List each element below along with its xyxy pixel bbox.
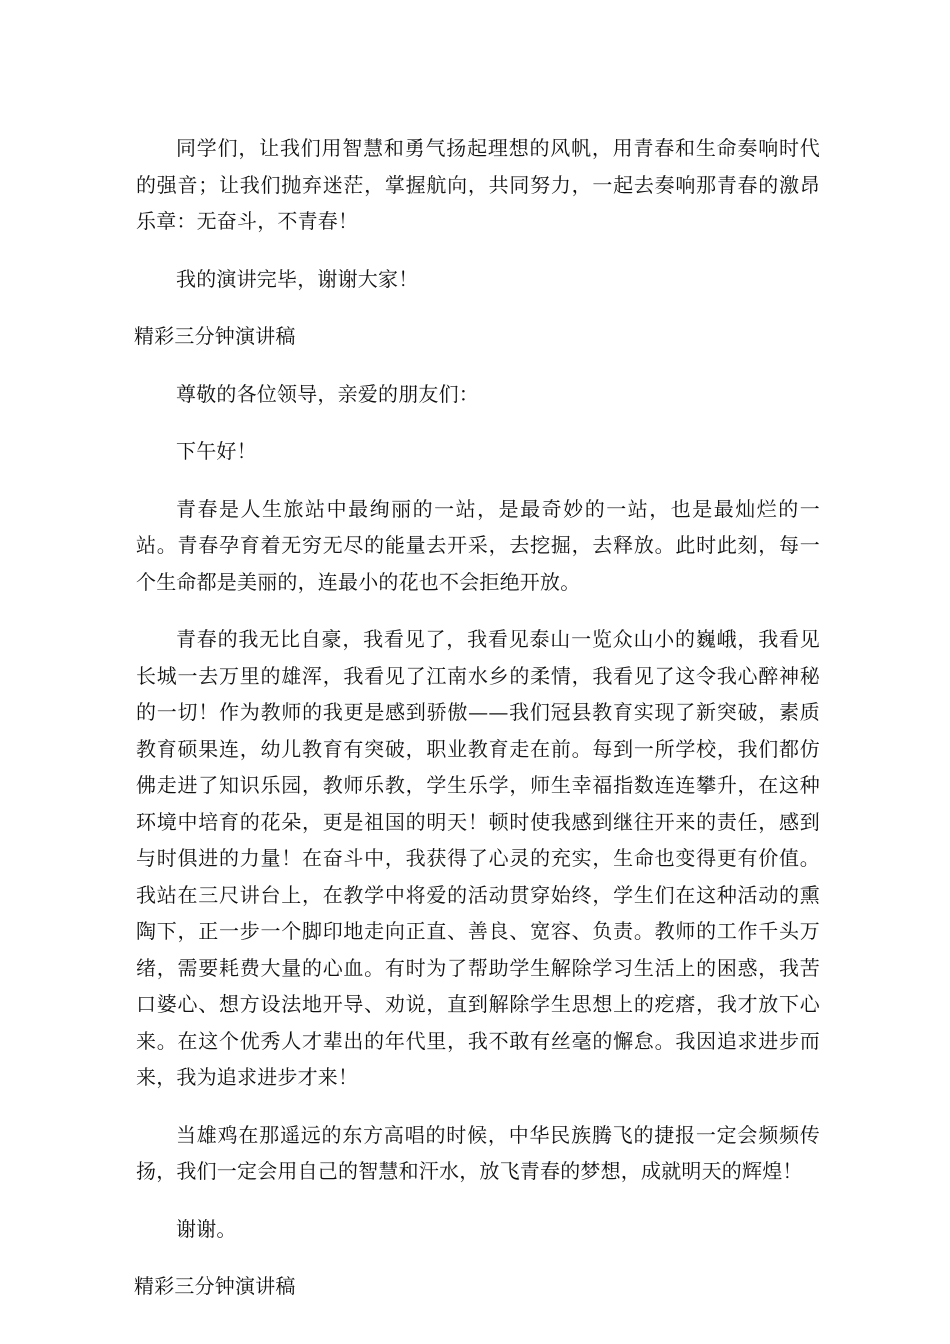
section-heading: 精彩三分钟演讲稿 xyxy=(134,1274,296,1298)
body-paragraph: 青春是人生旅站中最绚丽的一站，是最奇妙的一站，也是最灿烂的一站。青春孕育着无穷无尽的能量去开采，去挖掘，去释放。此时此刻，每一个生命都是美丽的，连最小的花也不会拒绝开放。 xyxy=(136,496,820,594)
section-heading: 精彩三分钟演讲稿 xyxy=(134,324,296,348)
speech-end-line: 我的演讲完毕，谢谢大家！ xyxy=(176,266,419,291)
thanks-line: 谢谢。 xyxy=(176,1216,237,1241)
salutation: 尊敬的各位领导，亲爱的朋友们： xyxy=(176,381,479,406)
closing-paragraph: 同学们，让我们用智慧和勇气扬起理想的风帆，用青春和生命奏响时代的强音；让我们抛弃迷茫，掌握航向，共同努力，一起去奏响那青春的激昂乐章：无奋斗，不青春！ xyxy=(136,136,820,233)
body-paragraph: 当雄鸡在那遥远的东方高唱的时候，中华民族腾飞的捷报一定会频频传扬，我们一定会用自己的智慧和汗水，放飞青春的梦想，成就明天的辉煌！ xyxy=(136,1122,820,1183)
document-body xyxy=(136,130,820,1305)
greeting: 下午好！ xyxy=(176,439,257,463)
body-paragraph: 青春的我无比自豪，我看见了，我看见泰山一览众山小的巍峨，我看见长城一去万里的雄浑，我看见了江南水乡的柔情，我看见了这令我心醉神秘的一切！作为教师的我更是感到骄傲——我们冠县教育实现了新突破，素质教育硕果连，幼儿教育有突破，职业教育走在前。每到一所学校，我们都仿佛走进了知识乐园，教师乐教，学生乐学，师生幸福指数连连攀升，在这种环境中培育的花朵，更是祖国的明天！顿时使我感到继往开来的责任，感到与时俱进的力量！在奋斗中，我获得了心灵的充实，生命也变得更有价值。我站在三尺讲台上，在教学中将爱的活动贯穿始终，学生们在这种活动的熏陶下，正一步一个脚印地走向正直、善良、宽容、负责。教师的工作千头万绪，需要耗费大量的心血。有时为了帮助学生解除学习生活上的困惑，我苦口婆心、想方设法地开导、劝说，直到解除学生思想上的疙瘩，我才放下心来。在这个优秀人才辈出的年代里，我不敢有丝毫的懈怠。我因追求进步而来，我为追求进步才来！ xyxy=(136,627,820,1089)
